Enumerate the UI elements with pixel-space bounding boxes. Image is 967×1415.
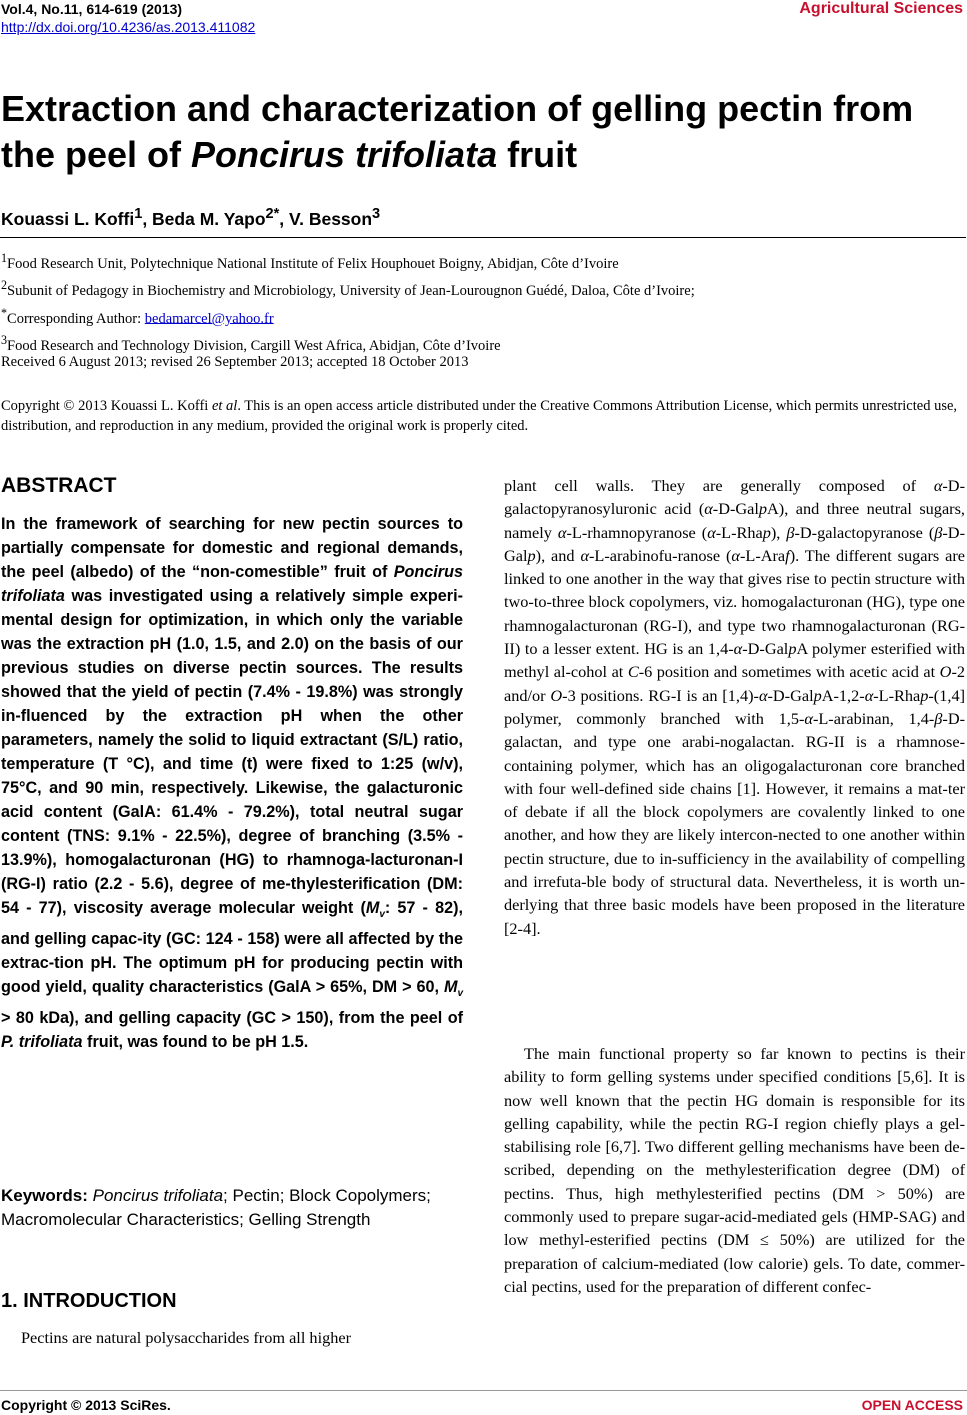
affil-sup: 1 [1,251,8,265]
body-text: -2 and/or [504,662,965,705]
doi-link[interactable]: http://dx.doi.org/10.4236/as.2013.411082 [1,19,256,35]
abstract-text: : 57 - 82), and gelling capac-ity (GC: 124 - 158) were all affected by the extrac-tion pH. The optimum pH for producing pectin with good yield, quality characteristics (GalA > 65%, DM > 60, [1,899,463,997]
italic-symbol: O [550,685,563,705]
italic-symbol: p [920,685,929,705]
title-text: Extraction and characterization of gelling pectin from the peel of [1,88,914,175]
italic-symbol: p [813,685,822,705]
section-heading-introduction: 1. INTRODUCTION [1,1290,177,1312]
italic-symbol: α [707,522,716,542]
author-affil-sup: 3 [372,206,381,222]
title-species: Poncirus trifoliata [191,134,498,175]
body-paragraph: The main functional property so far known to pectins is their ability to form gelling systems under specified conditions [5,6]. It is now well known that the pectin HG domain is responsible for its gelling capability, while the pectin RG-I region chiefly plays a gel-stabilising role [6,7]. Two different gelling mechanisms have been de-scribed, depending on the methylesterification degree (DM) of pectins. Thus, high methylesterified pectins (DM > 50%) are commonly used to prepare sugar-acid-mediated gels (HMP-SAG) and low methyl-esterified pectins (DM ≤ 50%) are utilized for the preparation of calcium-mediated (low calorie) gels. To date, commer-cial pectins, used for the preparation of different confec- [504,1044,965,1296]
mv-subscript: v [379,909,385,921]
author-name: Kouassi L. Koffi [1,208,135,229]
body-text: A polymer esterified with methyl al-cohol at [504,639,966,682]
body-text: -D-galactopyranosyluronic acid ( [504,476,965,519]
intro-paragraph: Pectins are natural polysaccharides from all higher [21,1328,352,1347]
received-dates: Received 6 August 2013; revised 26 September 2013; accepted 18 October 2013 [1,354,469,370]
keywords [1,1184,463,1232]
body-text: -L-rhamnopyranose ( [566,522,708,542]
italic-symbol: α [731,545,740,565]
license-note [1,396,965,436]
body-text: -L-Rha [715,522,763,542]
body-text: -L-arabinofu-ranose ( [589,545,732,565]
italic-symbol: α [733,639,743,659]
italic-symbol: α [704,499,713,519]
body-text: -D-Gal [504,522,965,565]
italic-symbol: β [934,708,943,728]
italic-symbol: C [627,662,639,682]
body-text: -6 position and sometimes with acetic acid at [638,662,940,682]
body-text: -L-arabinan, 1,4- [812,708,935,728]
article-title [1,86,966,178]
abstract-text: was investigated using a relatively simple experi-mental design for optimization, in which only the variable was the extraction pH (1.0, 1.5, and 2.0) on the basis of our previous studies on diverse pectin sources. The results showed that the yield of pectin (7.4% - 19.8%) was strongly in-fluenced by the extraction pH when the other parameters, namely the solid to liquid extractant (S/L) ratio, temperature (T °C), and time (t) were fixed to 1:25 (w/v), 75°C, and 90 min, respectively. Likewise, the galacturonic acid content (GalA: 61.4% - 79.2%), total neutral sugar content (TNS: 9.1% - 22.5%), degree of branching (3.5% - 13.9%), homogalacturonan (HG) to rhamnoga-lacturonan-I (RG-I) ratio (2.2 - 5.6), degree of me-thylesterification (DM: 54 - 77), viscosity average molecular weight ( [1,587,463,917]
divider [0,237,966,238]
author-list: Kouassi L. Koffi$^1$, Beda M. Yapo$^{2*}$, V. Besson$^3$ [1,206,381,229]
volume-info: Vol.4, No.11, 614-619 (2013) [1,1,183,17]
body-text: -D-galactan, and type one arabi-nogalactan. RG-II is a rhamnose-containing polymer, which has an oligogalacturonan core branched with four well-defined side chains [1]. However, it remains a mat-ter of debate if all the block copolymers are covalently linked to one another, and how they are likely intercon-nected to one another within pectin structure, due to in-sufficiency in the availability of compelling and irrefuta-ble body of structural data. Nevertheless, it is worth un-derlying that three basic models have been proposed in the literature [2-4]. [504,708,966,938]
license-etal: et al [211,398,238,414]
body-text: -3 positions. RG-I is an [1,4)- [562,685,759,705]
italic-symbol: α [864,685,874,705]
body-text: ), and [535,545,581,565]
abstract-heading: ABSTRACT [1,474,117,497]
body-paragraph [504,474,965,940]
body-text: A), and three neutral sugars, namely [504,499,965,542]
corresponding-author [1,303,965,330]
license-text-end: . This is an open access article distributed under the Creative Commons Attribution License, which permits unrestricted use, distribution, and reproduction in any medium, provided the original work is properly cited. [1,398,958,434]
italic-symbol: β [786,522,795,542]
affil-text: Subunit of Pedagogy in Biochemistry and Microbiology, University of Jean-Lourougnon Guédé, Daloa, Côte d’Ivoire; [7,283,695,300]
mv-symbol: M [365,899,380,917]
affil-text: Food Research Unit, Polytechnique National Institute of Felix Houphouet Boigny, Abidjan, Côte d’Ivoire [7,255,619,272]
affil-sup: 2 [1,278,8,293]
italic-symbol: α [758,685,768,705]
italic-symbol: O [939,662,952,682]
body-text: ), [770,522,787,542]
italic-symbol: p [788,639,797,659]
body-text: -(1,4] polymer, commonly branched with 1,5- [504,685,966,728]
title-text-end: fruit [497,134,578,175]
italic-symbol: p [758,499,768,519]
corresponding-label: Corresponding Author: [7,310,145,327]
italic-symbol: α [933,476,943,495]
italic-symbol: α [580,545,589,565]
footer-copyright: Copyright © 2013 SciRes. [1,1397,171,1413]
author-name: Beda M. Yapo [152,208,266,229]
body-text: -L-Rha [873,685,921,705]
body-text: -D-Gal [767,685,814,705]
journal-name: Agricultural Sciences [799,0,963,17]
abstract-body [1,512,463,1054]
running-header [1,0,255,36]
italic-symbol: p [762,522,771,542]
italic-symbol: β [934,522,943,542]
license-text: Copyright © 2013 Kouassi L. Koffi [1,398,212,414]
footer-divider [0,1390,967,1391]
affiliation-2 [1,275,965,302]
keyword-species: Poncirus trifoliata [92,1186,224,1205]
mv-symbol: M [443,978,458,997]
abstract-species: Poncirus trifoliata [1,563,463,605]
affil-sup: 3 [1,332,8,347]
italic-symbol: f [785,545,790,565]
abstract-text: In the framework of searching for new pectin sources to partially compensate for domestic and regional demands, the peel (albedo) of the “non-comestible” fruit of [1,515,463,581]
mv-subscript: v [457,988,463,1000]
italic-symbol: α [557,522,567,542]
corresponding-email-link[interactable]: bedamarcel@yahoo.fr [144,310,274,327]
body-text: -D-galactopyranose ( [794,522,935,542]
italic-symbol: α [804,708,813,728]
italic-symbol: p [527,545,536,565]
affiliations [1,248,965,357]
abstract-species: P. trifoliata [1,1033,83,1052]
body-text: -D-Gal [712,499,759,519]
open-access-label: OPEN ACCESS [861,1397,963,1413]
affil-text: Food Research and Technology Division, Cargill West Africa, Abidjan, Côte d’Ivoire [7,337,501,354]
author-name: V. Besson [289,208,373,229]
body-text: plant cell walls. They are generally composed of [504,476,934,495]
keywords-label: Keywords: [1,1186,93,1205]
affil-sup: * [1,305,8,320]
keywords-list: ; Pectin; Block Copolymers; Macromolecular Characteristics; Gelling Strength [1,1186,431,1229]
abstract-text: fruit, was found to be pH 1.5. [82,1033,309,1052]
body-text: -D-Gal [742,639,789,659]
author-affil-sup: 2* [265,206,280,222]
author-affil-sup: 1 [134,206,143,222]
abstract-text: > 80 kDa), and gelling capacity (GC > 150), from the peel of [1,1009,463,1028]
body-text: A-1,2- [821,685,865,705]
affiliation-1 [1,248,965,275]
body-text: -L-Ara [739,545,786,565]
body-text: ). The different sugars are linked to one another in the way that gives rise to pectin structure with two-to-three block copolymers, viz. homogalacturonan (HG), type one rhamnogalacturonan (RG-I), and type two rhamnogalacturonan (RG-II) to a lesser extent. HG is an 1,4- [504,545,966,659]
